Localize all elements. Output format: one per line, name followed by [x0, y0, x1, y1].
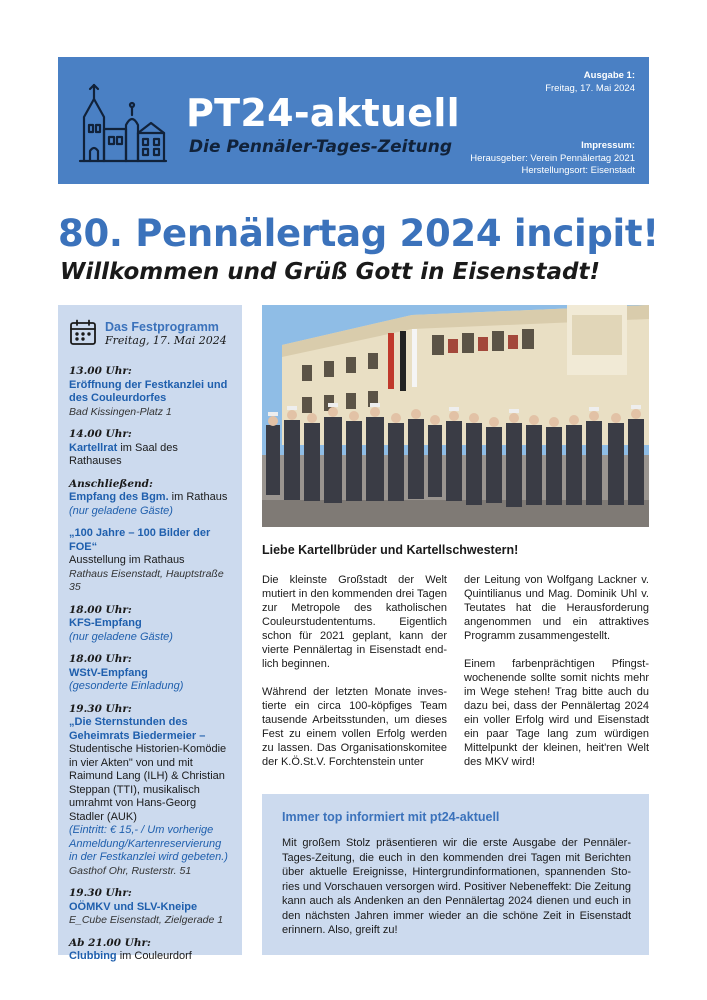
masthead	[58, 57, 649, 184]
issue-info	[545, 69, 635, 95]
article-column-left	[262, 573, 447, 783]
issue-label: Ausgabe 1:	[583, 70, 635, 81]
group-photo	[262, 305, 649, 527]
article-paragraph: Die kleinste Großstadt der Welt mutiert in den kommenden drei Tagen zur Metropole des katholischen Couleurstudententums. Eigentlich schon für 2021 geplant, kann der vierte Pennälertag in Eisenstadt endlich beginnen.	[262, 574, 447, 670]
program-date: Freitag, 17. Mai 2024	[105, 334, 227, 347]
program-event	[69, 653, 232, 694]
program-event	[69, 703, 232, 879]
event-title: Empfang des Bgm.	[69, 491, 169, 503]
article-title: Liebe Kartellbrüder und Kartellschwestern!	[262, 543, 519, 557]
event-title: KFS-Empfang	[69, 617, 142, 629]
event-title: Eröffnung der Festkanzlei und des Couleurdorfes	[69, 378, 228, 404]
event-location: Bad Kissingen-Platz 1	[69, 405, 172, 418]
event-time: Ab 21.00 Uhr:	[69, 936, 151, 949]
program-event	[69, 428, 232, 469]
event-description: im Rathaus	[168, 491, 228, 503]
imprint-place: Herstellungsort: Eisenstadt	[521, 165, 635, 176]
event-note: (nur geladene Gäste)	[69, 630, 173, 643]
newspaper-title: PT24-aktuell	[186, 91, 460, 135]
newspaper-subtitle: Die Pennäler-Tages-Zeitung	[189, 137, 453, 157]
article-paragraph: der Leitung von Wolfgang Lackner v. Quintilianus und Mag. Dominik Uhl v. Teutates hat die Herausforderung angenommen und ein attraktives Programm zusammengestellt.	[464, 574, 649, 642]
event-note: (gesonderte Einladung)	[69, 680, 184, 692]
event-time: 13.00 Uhr:	[69, 365, 132, 377]
sub-headline: Willkommen und Grüß Gott in Eisenstadt!	[60, 259, 600, 285]
event-time: 18.00 Uhr:	[69, 653, 132, 665]
event-title: „Die Sternstunden des Geheimrats Biedermeier –	[69, 716, 206, 742]
event-time: 18.00 Uhr:	[69, 603, 132, 616]
program-event	[69, 365, 232, 419]
event-time: 14.00 Uhr:	[69, 428, 132, 440]
event-title: OÖMKV und SLV-Kneipe	[69, 900, 198, 913]
event-description: im Saal des Rathauses	[69, 441, 178, 467]
program-event	[69, 527, 232, 595]
imprint-label: Impressum:	[581, 140, 635, 151]
event-title: Clubbing	[69, 950, 117, 962]
event-time: 19.30 Uhr:	[69, 702, 132, 715]
event-description: Studentische Historien-Komödie in vier Akten" von und mit Raimund Lang (ILH) & Christian Steppan (TTI), musikalisch umrahmt von Hans-Georg Stadler (AUK)	[69, 743, 227, 823]
article-paragraph: Einem farbenprächtigen Pfingstwochenende sollte somit nichts mehr im Wege stehen! Trag bitte auch du dazu bei, dass der Pennälertag 2024 ein voller Erfolg wird und Eisenstadt ein paar Tage lang zum würdigen Mittelpunkt der kleinen, heit'ren Welt des MKV wird!	[464, 658, 649, 768]
program-events	[69, 365, 232, 964]
info-box-text: Mit großem Stolz präsentieren wir die erste Ausgabe der Pennäler-Tages-Zeitung, die euch in den kommenden drei Tagen mit Berichten über aktuelle Ereignisse, Hintergrundinformationen, spannenden Stories und Vorschauen versorgen wird. Positiver Nebeneffekt: Die Zeitung kann auch als Andenken an den Pennälertag 2024 dienen und euch in den nächsten Jahren immer wieder an die schöne Zeit in Eisenstadt erinnern. Also, greift zu!	[282, 837, 631, 936]
event-description: im Couleurdorf	[116, 950, 192, 962]
event-time: 19.30 Uhr:	[69, 887, 132, 899]
event-note: (nur geladene Gäste)	[69, 504, 173, 517]
program-title: Das Festprogramm	[105, 320, 219, 334]
imprint-publisher: Herausgeber: Verein Pennälertag 2021	[470, 152, 635, 164]
castle-icon	[76, 77, 170, 165]
article-column-right	[464, 573, 649, 783]
main-headline: 80. Pennälertag 2024 incipit!	[58, 212, 659, 255]
info-box-title: Immer top informiert mit pt24-aktuell	[282, 810, 500, 824]
event-description: Ausstellung im Rathaus	[69, 554, 185, 566]
info-box	[262, 794, 649, 955]
event-time: Anschließend:	[69, 477, 153, 490]
event-note: (Eintritt: € 15,- / Um vorherige Anmeldung/Kartenreservierung in der Festkanzlei wird gebeten.)	[69, 824, 228, 863]
program-event	[69, 937, 232, 964]
issue-date: Freitag, 17. Mai 2024	[545, 83, 635, 94]
event-title: WStV-Empfang	[69, 666, 148, 679]
program-sidebar	[58, 305, 242, 962]
program-header	[69, 317, 232, 357]
imprint	[470, 140, 635, 178]
article-paragraph: Während der letzten Monate investierte ein circa 100-köpfiges Team tausende Arbeitsstunden, um dieses Fest zu einem vollen Erfolg werden zu lassen. Das Organisationskomitee der K.Ö.St.V. Forchtenstein unter	[262, 686, 447, 768]
event-location: Gasthof Ohr, Rusterstr. 51	[69, 864, 192, 877]
program-event	[69, 604, 232, 645]
event-title: Kartellrat	[69, 441, 118, 454]
event-location: Rathaus Eisenstadt, Hauptstraße 35	[69, 567, 224, 593]
program-event	[69, 478, 232, 519]
calendar-icon	[69, 319, 97, 347]
program-event	[69, 887, 232, 928]
event-location: E_Cube Eisenstadt, Zielgerade 1	[69, 914, 224, 926]
event-title: „100 Jahre – 100 Bilder der FOE“	[69, 527, 211, 553]
